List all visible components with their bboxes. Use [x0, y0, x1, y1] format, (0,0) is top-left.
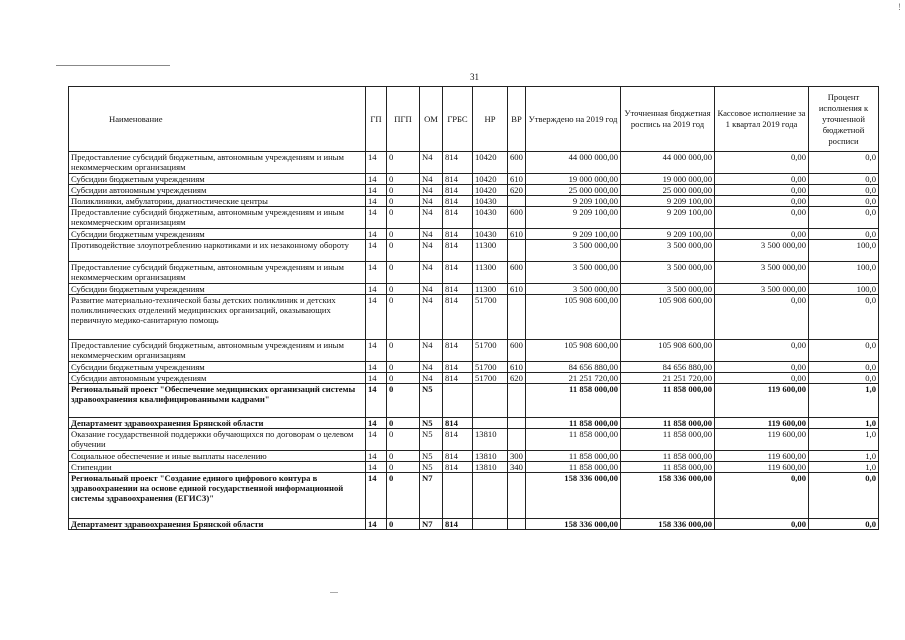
table-row [69, 240, 879, 262]
cell-refined: 158 336 000,00 [621, 473, 715, 519]
cell-refined: 9 209 100,00 [621, 229, 715, 240]
header-gp: ГП [366, 87, 387, 152]
cell-gp: 14 [366, 152, 387, 174]
cell-name: Субсидии бюджетным учреждениям [69, 174, 366, 185]
cell-vr: 300 [508, 451, 526, 462]
cell-gp: 14 [366, 451, 387, 462]
cell-np: 13810 [473, 429, 508, 451]
cell-refined: 158 336 000,00 [621, 519, 715, 530]
cell-refined: 25 000 000,00 [621, 185, 715, 196]
cell-np: 10430 [473, 229, 508, 240]
cell-percent: 1,0 [809, 451, 879, 462]
cell-grbs: 814 [443, 451, 473, 462]
cell-vr: 600 [508, 207, 526, 229]
cell-approved: 21 251 720,00 [526, 373, 621, 384]
cell-om: N4 [420, 295, 443, 340]
cell-name: Региональный проект "Обеспечение медицинских организаций системы здравоохранения квалифицированными кадрами" [69, 384, 366, 418]
cell-pgp: 0 [387, 152, 420, 174]
cell-approved: 11 858 000,00 [526, 429, 621, 451]
cell-approved: 11 858 000,00 [526, 418, 621, 429]
cell-np: 10430 [473, 207, 508, 229]
cell-refined: 105 908 600,00 [621, 340, 715, 362]
cell-np: 13810 [473, 462, 508, 473]
cell-np: 10430 [473, 196, 508, 207]
cell-grbs: 814 [443, 152, 473, 174]
cell-approved: 11 858 000,00 [526, 451, 621, 462]
cell-grbs: 814 [443, 418, 473, 429]
cell-np: 51700 [473, 373, 508, 384]
cell-np [473, 418, 508, 429]
cell-refined: 9 209 100,00 [621, 196, 715, 207]
cell-pgp: 0 [387, 462, 420, 473]
cell-pgp: 0 [387, 373, 420, 384]
table-row [69, 519, 879, 530]
cell-vr [508, 295, 526, 340]
table-row [69, 229, 879, 240]
cell-np [473, 473, 508, 519]
cell-grbs: 814 [443, 207, 473, 229]
cell-percent: 0,0 [809, 174, 879, 185]
cell-vr [508, 240, 526, 262]
cell-approved: 11 858 000,00 [526, 462, 621, 473]
header-pgp: ПГП [387, 87, 420, 152]
cell-np: 11300 [473, 284, 508, 295]
cell-name: Департамент здравоохранения Брянской области [69, 519, 366, 530]
cell-cash: 119 600,00 [715, 451, 809, 462]
cell-name: Поликлиники, амбулатории, диагностические центры [69, 196, 366, 207]
header-approved: Утверждено на 2019 год [526, 87, 621, 152]
cell-approved: 9 209 100,00 [526, 229, 621, 240]
cell-grbs: 814 [443, 462, 473, 473]
cell-approved: 25 000 000,00 [526, 185, 621, 196]
cell-vr [508, 429, 526, 451]
cell-vr: 620 [508, 185, 526, 196]
cell-gp: 14 [366, 185, 387, 196]
cell-pgp: 0 [387, 174, 420, 185]
scan-mark [330, 592, 338, 593]
cell-percent: 0,0 [809, 229, 879, 240]
cell-name: Департамент здравоохранения Брянской области [69, 418, 366, 429]
header-vr: ВР [508, 87, 526, 152]
cell-name: Развитие материально-технической базы детских поликлиник и детских поликлинических отделений медицинских организаций, оказывающих первичную медико-санитарную помощь [69, 295, 366, 340]
cell-percent: 0,0 [809, 340, 879, 362]
cell-refined: 44 000 000,00 [621, 152, 715, 174]
cell-approved: 11 858 000,00 [526, 384, 621, 418]
cell-refined: 11 858 000,00 [621, 429, 715, 451]
cell-vr: 610 [508, 229, 526, 240]
cell-om: N5 [420, 451, 443, 462]
cell-cash: 3 500 000,00 [715, 240, 809, 262]
cell-approved: 84 656 880,00 [526, 362, 621, 373]
cell-percent: 0,0 [809, 519, 879, 530]
cell-approved: 105 908 600,00 [526, 340, 621, 362]
table-row [69, 429, 879, 451]
cell-refined: 21 251 720,00 [621, 373, 715, 384]
cell-pgp: 0 [387, 284, 420, 295]
cell-cash: 0,00 [715, 519, 809, 530]
table-row [69, 373, 879, 384]
cell-grbs [443, 384, 473, 418]
cell-pgp: 0 [387, 451, 420, 462]
cell-pgp: 0 [387, 362, 420, 373]
cell-cash: 119 600,00 [715, 462, 809, 473]
cell-om: N5 [420, 429, 443, 451]
cell-om: N7 [420, 519, 443, 530]
header-refined: Уточненная бюджетная роспись на 2019 год [621, 87, 715, 152]
cell-om: N4 [420, 362, 443, 373]
cell-name: Субсидии бюджетным учреждениям [69, 284, 366, 295]
cell-grbs [443, 473, 473, 519]
cell-om: N7 [420, 473, 443, 519]
cell-np: 11300 [473, 240, 508, 262]
cell-np: 51700 [473, 295, 508, 340]
cell-grbs: 814 [443, 373, 473, 384]
cell-pgp: 0 [387, 384, 420, 418]
header-grbs: ГРБС [443, 87, 473, 152]
corner-mark: ! [898, 2, 901, 12]
cell-gp: 14 [366, 519, 387, 530]
cell-percent: 1,0 [809, 462, 879, 473]
cell-vr: 610 [508, 362, 526, 373]
cell-pgp: 0 [387, 519, 420, 530]
cell-name: Противодействие злоупотреблению наркотиками и их незаконному обороту [69, 240, 366, 262]
cell-vr [508, 384, 526, 418]
cell-om: N4 [420, 229, 443, 240]
cell-percent: 1,0 [809, 429, 879, 451]
cell-np: 10420 [473, 174, 508, 185]
cell-percent: 100,0 [809, 240, 879, 262]
cell-cash: 0,00 [715, 174, 809, 185]
cell-percent: 0,0 [809, 152, 879, 174]
cell-approved: 44 000 000,00 [526, 152, 621, 174]
cell-refined: 11 858 000,00 [621, 384, 715, 418]
table-row [69, 340, 879, 362]
cell-pgp: 0 [387, 196, 420, 207]
cell-name: Предоставление субсидий бюджетным, автономным учреждениям и иным некоммерческим организациям [69, 340, 366, 362]
cell-approved: 9 209 100,00 [526, 207, 621, 229]
cell-name: Предоставление субсидий бюджетным, автономным учреждениям и иным некоммерческим организациям [69, 207, 366, 229]
table-row [69, 207, 879, 229]
cell-om: N4 [420, 373, 443, 384]
footnote-rule [56, 65, 170, 66]
cell-gp: 14 [366, 362, 387, 373]
cell-refined: 11 858 000,00 [621, 451, 715, 462]
cell-vr: 600 [508, 152, 526, 174]
cell-vr [508, 418, 526, 429]
cell-om: N4 [420, 185, 443, 196]
cell-cash: 119 600,00 [715, 384, 809, 418]
cell-refined: 84 656 880,00 [621, 362, 715, 373]
cell-cash: 0,00 [715, 340, 809, 362]
cell-pgp: 0 [387, 295, 420, 340]
cell-vr [508, 196, 526, 207]
cell-vr: 600 [508, 340, 526, 362]
cell-gp: 14 [366, 462, 387, 473]
cell-om: N4 [420, 196, 443, 207]
cell-gp: 14 [366, 373, 387, 384]
table-row [69, 462, 879, 473]
cell-refined: 11 858 000,00 [621, 462, 715, 473]
table-row [69, 295, 879, 340]
cell-np: 10420 [473, 185, 508, 196]
page-number: 31 [470, 72, 479, 82]
cell-percent: 100,0 [809, 284, 879, 295]
table-row [69, 384, 879, 418]
cell-grbs: 814 [443, 429, 473, 451]
cell-np: 51700 [473, 340, 508, 362]
cell-gp: 14 [366, 429, 387, 451]
cell-refined: 3 500 000,00 [621, 262, 715, 284]
cell-refined: 105 908 600,00 [621, 295, 715, 340]
cell-cash: 3 500 000,00 [715, 284, 809, 295]
cell-grbs: 814 [443, 362, 473, 373]
cell-cash: 119 600,00 [715, 429, 809, 451]
cell-approved: 3 500 000,00 [526, 284, 621, 295]
cell-vr [508, 519, 526, 530]
header-np: НР [473, 87, 508, 152]
table-row [69, 362, 879, 373]
cell-grbs: 814 [443, 519, 473, 530]
cell-pgp: 0 [387, 185, 420, 196]
budget-table [68, 86, 879, 530]
cell-grbs: 814 [443, 295, 473, 340]
cell-percent: 100,0 [809, 262, 879, 284]
cell-name: Субсидии бюджетным учреждениям [69, 362, 366, 373]
cell-gp: 14 [366, 207, 387, 229]
cell-gp: 14 [366, 384, 387, 418]
cell-name: Предоставление субсидий бюджетным, автономным учреждениям и иным некоммерческим организациям [69, 262, 366, 284]
cell-cash: 0,00 [715, 185, 809, 196]
cell-om: N4 [420, 340, 443, 362]
cell-cash: 119 600,00 [715, 418, 809, 429]
cell-percent: 0,0 [809, 185, 879, 196]
table-row [69, 262, 879, 284]
cell-name: Социальное обеспечение и иные выплаты населению [69, 451, 366, 462]
cell-grbs: 814 [443, 185, 473, 196]
cell-om: N4 [420, 240, 443, 262]
cell-cash: 0,00 [715, 473, 809, 519]
cell-name: Оказание государственной поддержки обучающихся по договорам о целевом обучении [69, 429, 366, 451]
cell-np: 11300 [473, 262, 508, 284]
cell-approved: 3 500 000,00 [526, 240, 621, 262]
table-row [69, 451, 879, 462]
cell-name: Предоставление субсидий бюджетным, автономным учреждениям и иным некоммерческим организациям [69, 152, 366, 174]
cell-gp: 14 [366, 229, 387, 240]
cell-gp: 14 [366, 262, 387, 284]
cell-refined: 3 500 000,00 [621, 284, 715, 295]
table-row [69, 196, 879, 207]
cell-cash: 0,00 [715, 295, 809, 340]
table-row [69, 152, 879, 174]
cell-vr: 340 [508, 462, 526, 473]
header-row [69, 87, 879, 152]
header-cash: Кассовое исполнение за 1 квартал 2019 года [715, 87, 809, 152]
cell-grbs: 814 [443, 284, 473, 295]
cell-np: 10420 [473, 152, 508, 174]
cell-pgp: 0 [387, 240, 420, 262]
cell-gp: 14 [366, 174, 387, 185]
cell-cash: 0,00 [715, 207, 809, 229]
header-percent: Процент исполнения к уточненной бюджетной росписи [809, 87, 879, 152]
cell-cash: 0,00 [715, 152, 809, 174]
cell-refined: 3 500 000,00 [621, 240, 715, 262]
cell-grbs: 814 [443, 196, 473, 207]
cell-vr: 620 [508, 373, 526, 384]
cell-grbs: 814 [443, 340, 473, 362]
cell-name: Региональный проект "Создание единого цифрового контура в здравоохранении на основе единой государственной информационной системы здравоохранения (ЕГИСЗ)" [69, 473, 366, 519]
cell-approved: 158 336 000,00 [526, 519, 621, 530]
cell-name: Субсидии автономным учреждениям [69, 185, 366, 196]
cell-grbs: 814 [443, 262, 473, 284]
cell-approved: 158 336 000,00 [526, 473, 621, 519]
cell-percent: 0,0 [809, 373, 879, 384]
cell-om: N4 [420, 174, 443, 185]
cell-pgp: 0 [387, 340, 420, 362]
cell-grbs: 814 [443, 174, 473, 185]
cell-pgp: 0 [387, 262, 420, 284]
cell-refined: 11 858 000,00 [621, 418, 715, 429]
cell-om: N4 [420, 284, 443, 295]
cell-percent: 1,0 [809, 384, 879, 418]
cell-pgp: 0 [387, 429, 420, 451]
cell-vr: 610 [508, 284, 526, 295]
cell-om: N5 [420, 384, 443, 418]
table-row [69, 418, 879, 429]
cell-name: Субсидии бюджетным учреждениям [69, 229, 366, 240]
cell-pgp: 0 [387, 207, 420, 229]
cell-gp: 14 [366, 196, 387, 207]
cell-approved: 105 908 600,00 [526, 295, 621, 340]
cell-om: N5 [420, 462, 443, 473]
cell-cash: 0,00 [715, 362, 809, 373]
cell-om: N5 [420, 418, 443, 429]
cell-np [473, 384, 508, 418]
cell-om: N4 [420, 262, 443, 284]
cell-percent: 0,0 [809, 207, 879, 229]
cell-approved: 9 209 100,00 [526, 196, 621, 207]
cell-om: N4 [420, 152, 443, 174]
cell-cash: 0,00 [715, 196, 809, 207]
cell-pgp: 0 [387, 418, 420, 429]
cell-vr: 600 [508, 262, 526, 284]
cell-np [473, 519, 508, 530]
cell-gp: 14 [366, 240, 387, 262]
cell-vr [508, 473, 526, 519]
cell-cash: 3 500 000,00 [715, 262, 809, 284]
cell-name: Субсидии автономным учреждениям [69, 373, 366, 384]
cell-percent: 0,0 [809, 196, 879, 207]
cell-pgp: 0 [387, 229, 420, 240]
table-row [69, 185, 879, 196]
cell-gp: 14 [366, 284, 387, 295]
header-om: ОМ [420, 87, 443, 152]
cell-refined: 19 000 000,00 [621, 174, 715, 185]
cell-approved: 19 000 000,00 [526, 174, 621, 185]
cell-name: Стипендии [69, 462, 366, 473]
cell-np: 13810 [473, 451, 508, 462]
cell-percent: 0,0 [809, 295, 879, 340]
header-name: Наименование [69, 87, 366, 152]
cell-pgp: 0 [387, 473, 420, 519]
cell-refined: 9 209 100,00 [621, 207, 715, 229]
cell-gp: 14 [366, 340, 387, 362]
cell-percent: 1,0 [809, 418, 879, 429]
cell-cash: 0,00 [715, 229, 809, 240]
cell-om: N4 [420, 207, 443, 229]
cell-vr: 610 [508, 174, 526, 185]
cell-percent: 0,0 [809, 362, 879, 373]
table-row [69, 284, 879, 295]
cell-np: 51700 [473, 362, 508, 373]
cell-grbs: 814 [443, 240, 473, 262]
cell-cash: 0,00 [715, 373, 809, 384]
cell-gp: 14 [366, 473, 387, 519]
cell-gp: 14 [366, 295, 387, 340]
cell-approved: 3 500 000,00 [526, 262, 621, 284]
cell-gp: 14 [366, 418, 387, 429]
table-row [69, 473, 879, 519]
cell-percent: 0,0 [809, 473, 879, 519]
table-row [69, 174, 879, 185]
cell-grbs: 814 [443, 229, 473, 240]
